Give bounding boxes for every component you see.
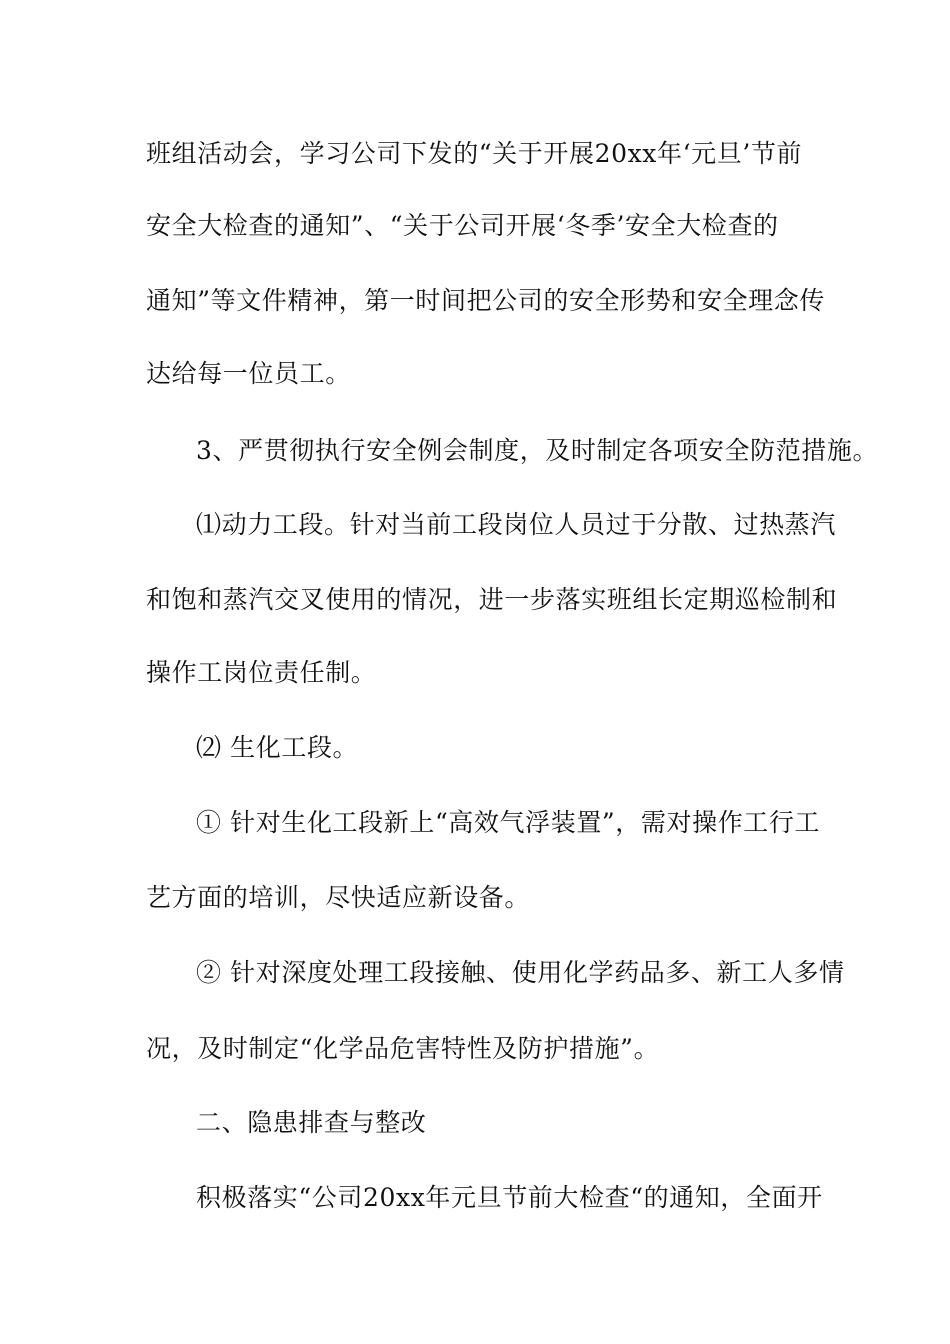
text-line-3: 通知”等文件精神，第一时间把公司的安全形势和安全理念传 (146, 286, 825, 315)
text-line-1: 班组活动会，学习公司下发的“关于开展20xx年‘元旦’节前 (146, 139, 803, 168)
text-line-9: ⑵ 生化工段。 (196, 733, 359, 762)
section-heading: 二、隐患排查与整改 (196, 1108, 427, 1137)
text-line-2: 安全大检查的通知”、“关于公司开展‘冬季’安全大检查的 (146, 211, 779, 240)
text-line-15: 积极落实“公司20xx年元旦节前大检查“的通知，全面开 (196, 1183, 823, 1212)
text-line-13: 况，及时制定“化学品危害特性及防护措施”。 (146, 1034, 660, 1063)
text-line-6: ⑴动力工段。针对当前工段岗位人员过于分散、过热蒸汽 (196, 510, 837, 539)
text-line-5: 3、严贯彻执行安全例会制度，及时制定各项安全防范措施。 (196, 436, 879, 465)
text-line-4: 达给每一位员工。 (146, 359, 351, 388)
text-line-7: 和饱和蒸汽交叉使用的情况，进一步落实班组长定期巡检制和 (146, 585, 838, 614)
text-line-8: 操作工岗位责任制。 (146, 658, 377, 687)
text-line-12: ② 针对深度处理工段接触、使用化学药品多、新工人多情 (196, 958, 845, 987)
text-line-11: 艺方面的培训，尽快适应新设备。 (146, 883, 531, 912)
text-line-10: ① 针对生化工段新上“高效气浮装置”，需对操作工行工 (196, 808, 821, 837)
